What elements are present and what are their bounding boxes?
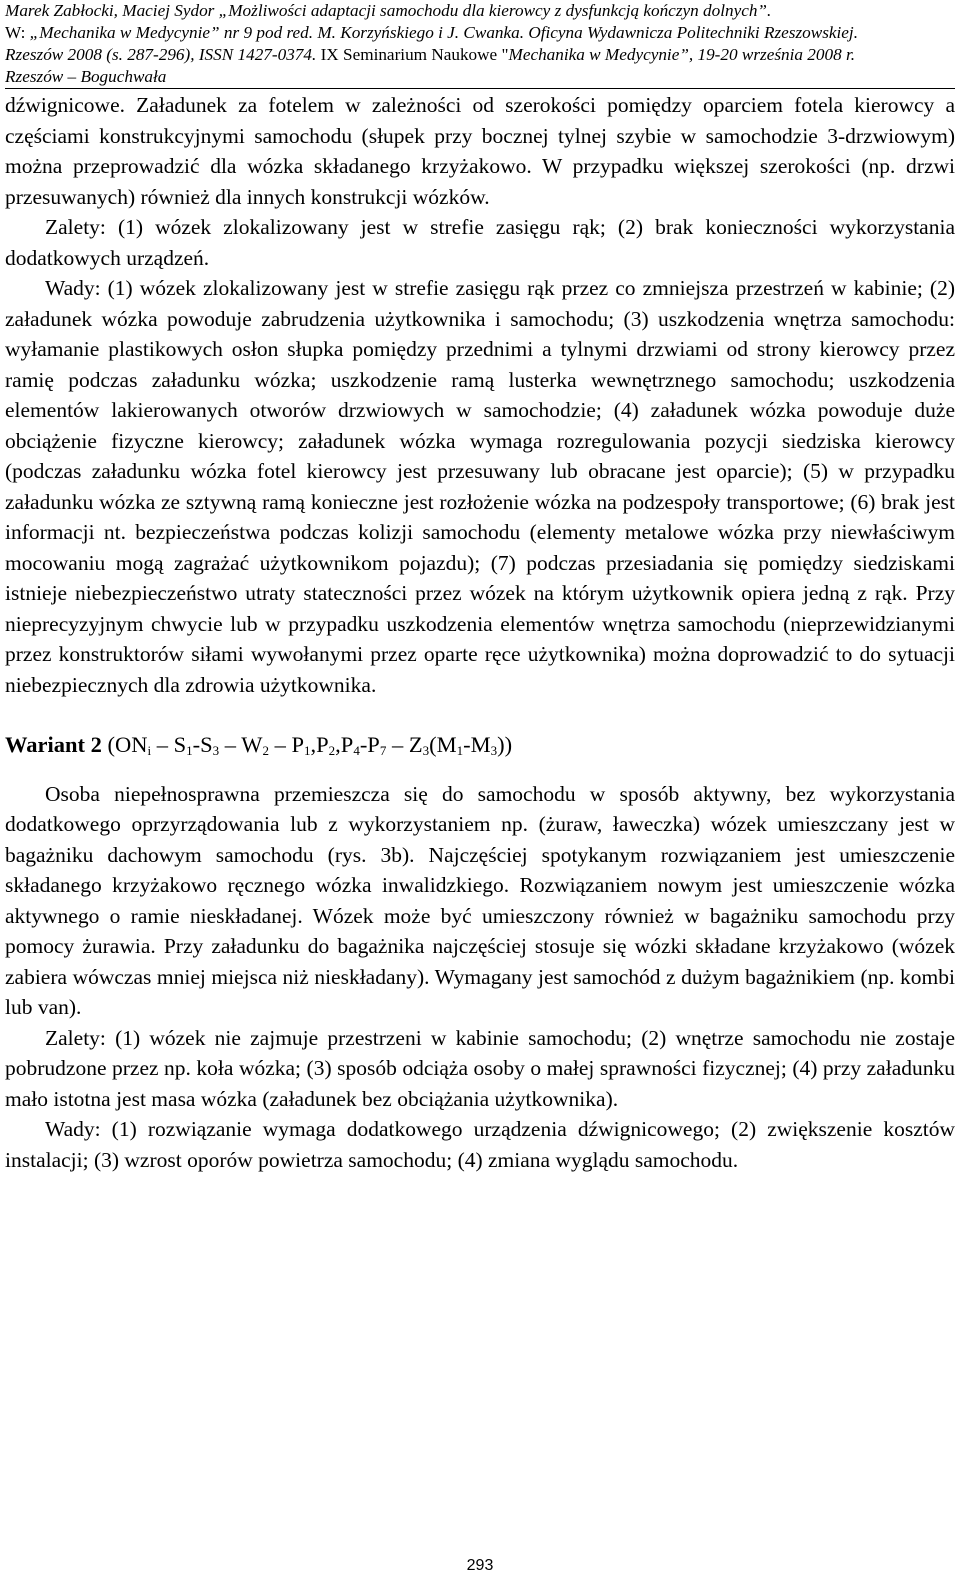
page-number: 293 bbox=[466, 1557, 494, 1574]
header-line-4: Rzeszów – Boguchwała bbox=[5, 67, 167, 86]
heading-text: ,P bbox=[310, 732, 329, 757]
heading-subscript: 7 bbox=[379, 743, 387, 758]
heading-text: – Z bbox=[386, 732, 423, 757]
header-line-3-part-1: Rzeszów 2008 (s. 287-296), ISSN 1427-0374. bbox=[5, 45, 317, 64]
heading-text: (M bbox=[429, 732, 457, 757]
paragraph-disadvantages-1: Wady: (1) wózek zlokalizowany jest w strefie zasięgu rąk przez co zmniejsza przestrzeń w kabinie; (2) załadunek wózka powoduje zabrudzenia użytkownika i samochodu; (3) uszkodzenia wnętrza samochodu: wyłamanie plastikowych osłon słupka pomiędzy przednimi a tylnymi drzwiami od strony kierowcy przez ramię podczas załadunku wózka; uszkodzenie ramą lusterka wewnętrznego samochodu; uszkodzenia elementów lakierowanych otworów drzwiowych w samochodzie; (4) załadunek wózka powoduje duże obciążenie fizyczne kierowcy; załadunek wózka wymaga rozregulowania pozycji siedziska kierowcy (podczas załadunku wózka fotel kierowcy jest przesuwany lub obracane jest oparcie); (5) w przypadku załadunku wózka ze sztywną ramą konieczne jest rozłożenie wózka na podzespoły transportowe; (6) brak jest informacji nt. bezpieczeństwa podczas kolizji samochodu (elementy metalowe wózka przy niewłaściwym mocowaniu mogą zagrażać użytkownikom pojazdu); (7) podczas przesiadania się pomiędzy siedziskami istnieje niebezpieczeństwo utraty stateczności przez wózek na którym użytkownik opiera jedną z rąk. Przy nieprecyzyjnym chwycie lub w przypadku uszkodzenia elementów wnętrza samochodu (nieprzewidzianymi przez konstruktorów siłami wywołanymi przez oparte ręce użytkownika) można doprowadzić to do sytuacji niebezpiecznych dla zdrowia użytkownika. bbox=[5, 276, 955, 697]
heading-subscript: i bbox=[147, 743, 152, 758]
heading-bold-label: Wariant 2 bbox=[5, 732, 102, 757]
header-line-2 bbox=[5, 22, 955, 44]
heading-text: – S bbox=[151, 732, 187, 757]
heading-subscript: 4 bbox=[353, 743, 360, 758]
heading-text: (ON bbox=[101, 732, 148, 757]
heading-subscript: 3 bbox=[422, 743, 430, 758]
paragraph-continuation: dźwignicowe. Załadunek za fotelem w zależności od szerokości pomiędzy oparciem fotela kierowcy a częściami konstrukcyjnymi samochodu (słupek przy bocznej tylnej szybie w samochodzie 3-drzwiowym) można przeprowadzić dla wózka składanego krzyżakowo. W przypadku większej szerokości (np. drzwi przesuwanych) również dla innych konstrukcji wózków. bbox=[5, 93, 955, 209]
heading-subscript: 1 bbox=[186, 743, 193, 758]
header-line-3-part-3: Mechanika w Medycynie”, 19-20 września 2008 r. bbox=[508, 45, 856, 64]
header-line-2-text: „Mechanika w Medycynie” nr 9 pod red. M. Korzyńskiego i J. Cwanka. Oficyna Wydawnicza Politechniki Rzeszowskiej. bbox=[29, 23, 859, 42]
header-line-3 bbox=[5, 44, 955, 66]
heading-text: )) bbox=[497, 732, 513, 757]
paragraph-advantages-1: Zalety: (1) wózek zlokalizowany jest w strefie zasięgu rąk; (2) brak konieczności wykorzystania dodatkowych urządzeń. bbox=[5, 215, 955, 270]
heading-subscript: 2 bbox=[262, 743, 270, 758]
heading-subscript: 3 bbox=[490, 743, 498, 758]
heading-subscript: 3 bbox=[212, 743, 220, 758]
heading-text: -P bbox=[359, 732, 380, 757]
header-line-1: Marek Zabłocki, Maciej Sydor „Możliwości adaptacji samochodu dla kierowcy z dysfunkcją kończyn dolnych”. bbox=[5, 1, 772, 20]
heading-text: -S bbox=[192, 732, 213, 757]
running-header bbox=[5, 0, 955, 88]
heading-text: -M bbox=[463, 732, 491, 757]
header-line-2-prefix: W: bbox=[5, 23, 30, 42]
body-text bbox=[5, 90, 955, 1175]
header-divider bbox=[5, 88, 955, 89]
heading-text: – P bbox=[269, 732, 305, 757]
heading-text: ,P bbox=[335, 732, 354, 757]
section-heading-variant-2 bbox=[5, 730, 955, 761]
header-line-3-part-2: IX Seminarium Naukowe " bbox=[316, 45, 509, 64]
heading-subscript: 1 bbox=[304, 743, 311, 758]
paragraph-variant-2-description: Osoba niepełnosprawna przemieszcza się do samochodu w sposób aktywny, bez wykorzystania dodatkowego oprzyrządowania lub z wykorzystaniem np. (żuraw, ławeczka) wózek umieszczany jest w bagażniku dachowym samochodu (rys. 3b). Najczęściej spotykanym rozwiązaniem jest umieszczenie składanego krzyżakowo ręcznego wózka inwalidzkiego. Rozwiązaniem nowym jest umieszczenie wózka aktywnego o ramie nieskładanej. Wózek może być umieszczony również w bagażniku samochodu przy pomocy żurawia. Przy załadunku do bagażnika najczęściej stosuje się wózki składane krzyżakowo (wózek zabiera wówczas mniej miejsca niż nieskładany). Wymagany jest samochód z dużym bagażnikiem (np. kombi lub van). bbox=[5, 781, 955, 1019]
paragraph-advantages-2: Zalety: (1) wózek nie zajmuje przestrzeni w kabinie samochodu; (2) wnętrze samochodu nie zostaje pobrudzone przez np. koła wózka; (3) sposób odciąża osoby o małej sprawności fizycznej; (4) przy załadunku mało istotna jest masa wózka (załadunek bez obciążania użytkownika). bbox=[5, 1025, 955, 1111]
heading-subscript: 1 bbox=[456, 743, 464, 758]
heading-text: – W bbox=[219, 732, 263, 757]
paragraph-disadvantages-2: Wady: (1) rozwiązanie wymaga dodatkowego urządzenia dźwignicowego; (2) zwiększenie kosztów instalacji; (3) wzrost oporów powietrza samochodu; (4) zmiana wyglądu samochodu. bbox=[5, 1117, 955, 1172]
heading-subscript: 2 bbox=[328, 743, 336, 758]
